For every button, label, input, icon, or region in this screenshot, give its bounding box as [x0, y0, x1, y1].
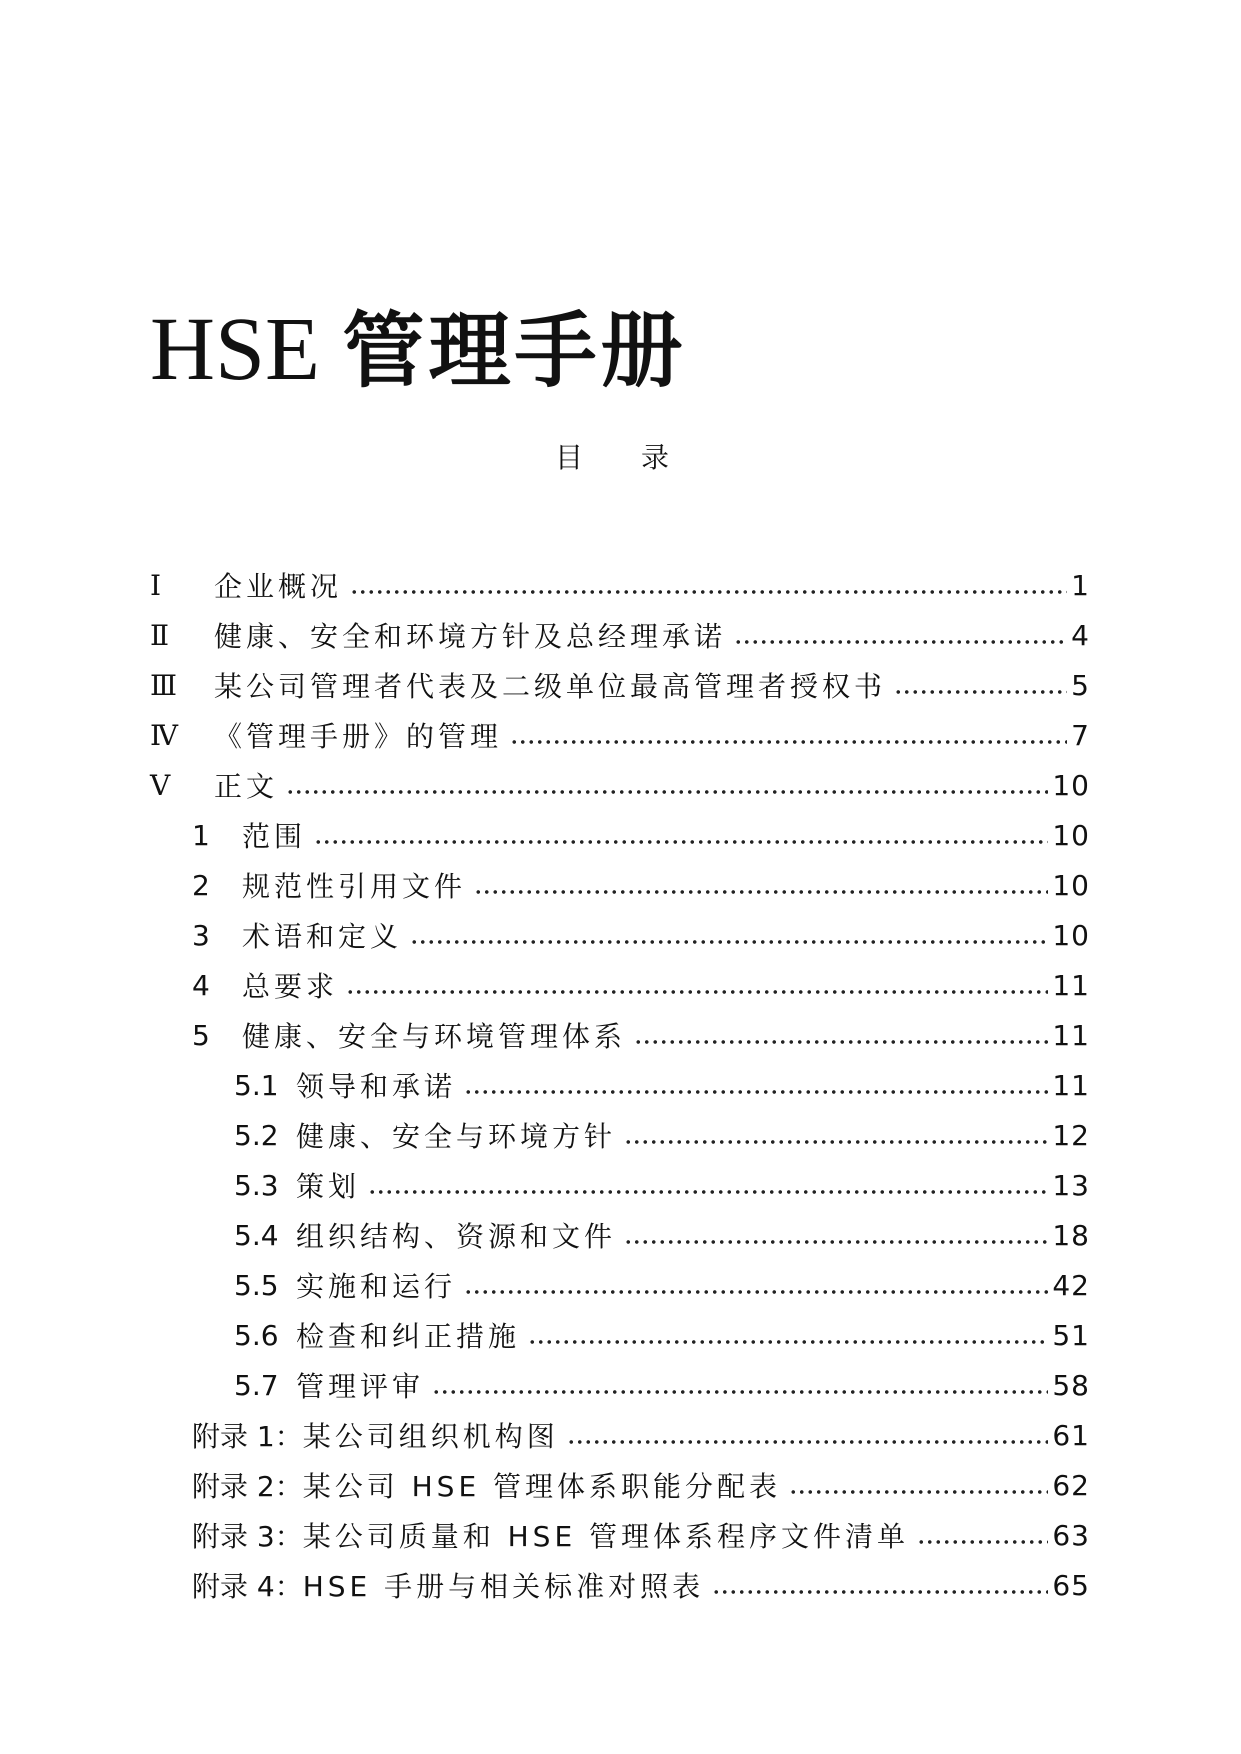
- toc-entry-label: 企业概况: [214, 570, 343, 603]
- toc-entry[interactable]: [150, 610, 1090, 660]
- toc-entry-number: 附录 3：: [192, 1520, 303, 1553]
- toc-entry-page: 10: [1052, 918, 1090, 952]
- toc-entry-label: 总要求: [242, 970, 339, 1003]
- toc-entry-number: 附录 1：: [192, 1420, 303, 1453]
- toc-entry[interactable]: [150, 810, 1090, 860]
- toc-entry[interactable]: [150, 1360, 1090, 1410]
- toc-entry[interactable]: [150, 760, 1090, 810]
- toc-entry[interactable]: [150, 1560, 1090, 1610]
- toc-entry-number: 1: [192, 818, 210, 852]
- toc-entry[interactable]: [150, 1110, 1090, 1160]
- toc-entry[interactable]: [150, 1060, 1090, 1110]
- toc-entry[interactable]: [150, 710, 1090, 760]
- toc-entry-number: 5.3: [234, 1168, 279, 1202]
- toc-entry[interactable]: [150, 1460, 1090, 1510]
- toc-entry-number: Ⅳ: [150, 718, 178, 752]
- toc-entry-page: 13: [1052, 1168, 1090, 1202]
- toc-entry-page: 11: [1052, 1068, 1090, 1102]
- toc-entry-label: 范围: [242, 820, 307, 853]
- dot-leader: [567, 1439, 1049, 1445]
- toc-entry-number: Ⅱ: [150, 618, 170, 652]
- toc-entry-page: 65: [1052, 1568, 1090, 1602]
- toc-entry-number: 5.6: [234, 1318, 279, 1352]
- title-latin: HSE: [150, 300, 321, 399]
- toc-heading: 目录: [555, 441, 728, 474]
- toc-entry-number: Ⅴ: [150, 768, 171, 802]
- toc-entry-label: 策划: [296, 1170, 361, 1203]
- dot-leader: [368, 1189, 1048, 1195]
- table-of-contents: [150, 560, 1090, 1610]
- toc-entry-number: 附录 4：: [192, 1570, 303, 1603]
- dot-leader: [432, 1389, 1048, 1395]
- dot-leader: [474, 889, 1048, 895]
- toc-entry[interactable]: [150, 560, 1090, 610]
- toc-entry-page: 63: [1052, 1518, 1090, 1552]
- toc-entry-page: 10: [1052, 768, 1090, 802]
- toc-entry-page: 18: [1052, 1218, 1090, 1252]
- toc-entry-page: 7: [1071, 718, 1090, 752]
- dot-leader: [410, 939, 1048, 945]
- toc-entry-page: 1: [1071, 568, 1090, 602]
- toc-entry-label: 健康、安全与环境方针: [296, 1120, 617, 1153]
- toc-entry-page: 12: [1052, 1118, 1090, 1152]
- toc-entry-number: 附录 2：: [192, 1470, 303, 1503]
- dot-leader: [634, 1039, 1048, 1045]
- toc-entry-label: HSE 手册与相关标准对照表: [302, 1570, 705, 1603]
- dot-leader: [286, 789, 1048, 795]
- dot-leader: [789, 1489, 1048, 1495]
- toc-entry-label: 正文: [214, 770, 279, 803]
- toc-entry[interactable]: [150, 660, 1090, 710]
- toc-entry-label: 某公司组织机构图: [302, 1420, 559, 1453]
- toc-entry-label: 管理评审: [296, 1370, 425, 1403]
- toc-entry-page: 61: [1052, 1418, 1090, 1452]
- toc-entry[interactable]: [150, 1210, 1090, 1260]
- dot-leader: [624, 1239, 1048, 1245]
- toc-entry-page: 10: [1052, 818, 1090, 852]
- dot-leader: [712, 1589, 1048, 1595]
- toc-entry-label: 某公司管理者代表及二级单位最高管理者授权书: [214, 670, 887, 703]
- title-cjk: 管理手册: [342, 304, 687, 399]
- toc-entry[interactable]: [150, 1310, 1090, 1360]
- toc-entry-label: 领导和承诺: [296, 1070, 457, 1103]
- toc-entry-number: 3: [192, 918, 210, 952]
- toc-entry-number: Ⅲ: [150, 668, 178, 702]
- toc-entry[interactable]: [150, 1260, 1090, 1310]
- toc-entry-number: 2: [192, 868, 210, 902]
- dot-leader: [346, 989, 1048, 995]
- toc-entry-label: 健康、安全和环境方针及总经理承诺: [214, 620, 727, 653]
- toc-entry-number: 5.1: [234, 1068, 279, 1102]
- dot-leader: [734, 639, 1067, 645]
- toc-entry[interactable]: [150, 860, 1090, 910]
- toc-entry-number: 5.4: [234, 1218, 279, 1252]
- toc-entry-label: 组织结构、资源和文件: [296, 1220, 617, 1253]
- toc-entry-page: 4: [1071, 618, 1090, 652]
- dot-leader: [350, 589, 1067, 595]
- toc-entry-number: 5: [192, 1018, 210, 1052]
- toc-entry-page: 42: [1052, 1268, 1090, 1302]
- toc-entry-label: 某公司质量和 HSE 管理体系程序文件清单: [302, 1520, 910, 1553]
- dot-leader: [510, 739, 1067, 745]
- toc-entry[interactable]: [150, 910, 1090, 960]
- toc-entry-page: 5: [1071, 668, 1090, 702]
- dot-leader: [917, 1539, 1048, 1545]
- toc-entry-page: 11: [1052, 968, 1090, 1002]
- toc-entry-page: 58: [1052, 1368, 1090, 1402]
- toc-entry-label: 术语和定义: [242, 920, 403, 953]
- toc-entry-number: 5.2: [234, 1118, 279, 1152]
- toc-entry-page: 10: [1052, 868, 1090, 902]
- toc-entry[interactable]: [150, 1410, 1090, 1460]
- dot-leader: [624, 1139, 1048, 1145]
- dot-leader: [528, 1339, 1048, 1345]
- toc-entry-number: 4: [192, 968, 210, 1002]
- toc-entry-label: 实施和运行: [296, 1270, 457, 1303]
- toc-entry-page: 62: [1052, 1468, 1090, 1502]
- toc-entry-label: 某公司 HSE 管理体系职能分配表: [302, 1470, 782, 1503]
- dot-leader: [464, 1089, 1048, 1095]
- toc-entry-label: 检查和纠正措施: [296, 1320, 521, 1353]
- toc-entry[interactable]: [150, 1160, 1090, 1210]
- dot-leader: [314, 839, 1048, 845]
- toc-entry-number: 5.7: [234, 1368, 279, 1402]
- dot-leader: [894, 689, 1067, 695]
- document-title: [150, 300, 687, 402]
- toc-entry-label: 《管理手册》的管理: [214, 720, 503, 753]
- toc-entry-label: 规范性引用文件: [242, 870, 467, 903]
- toc-entry[interactable]: [150, 1010, 1090, 1060]
- toc-entry[interactable]: [150, 1510, 1090, 1560]
- toc-entry-number: 5.5: [234, 1268, 279, 1302]
- toc-entry[interactable]: [150, 960, 1090, 1010]
- toc-entry-page: 11: [1052, 1018, 1090, 1052]
- toc-entry-page: 51: [1052, 1318, 1090, 1352]
- toc-entry-label: 健康、安全与环境管理体系: [242, 1020, 627, 1053]
- toc-entry-number: Ⅰ: [150, 568, 162, 602]
- dot-leader: [464, 1289, 1048, 1295]
